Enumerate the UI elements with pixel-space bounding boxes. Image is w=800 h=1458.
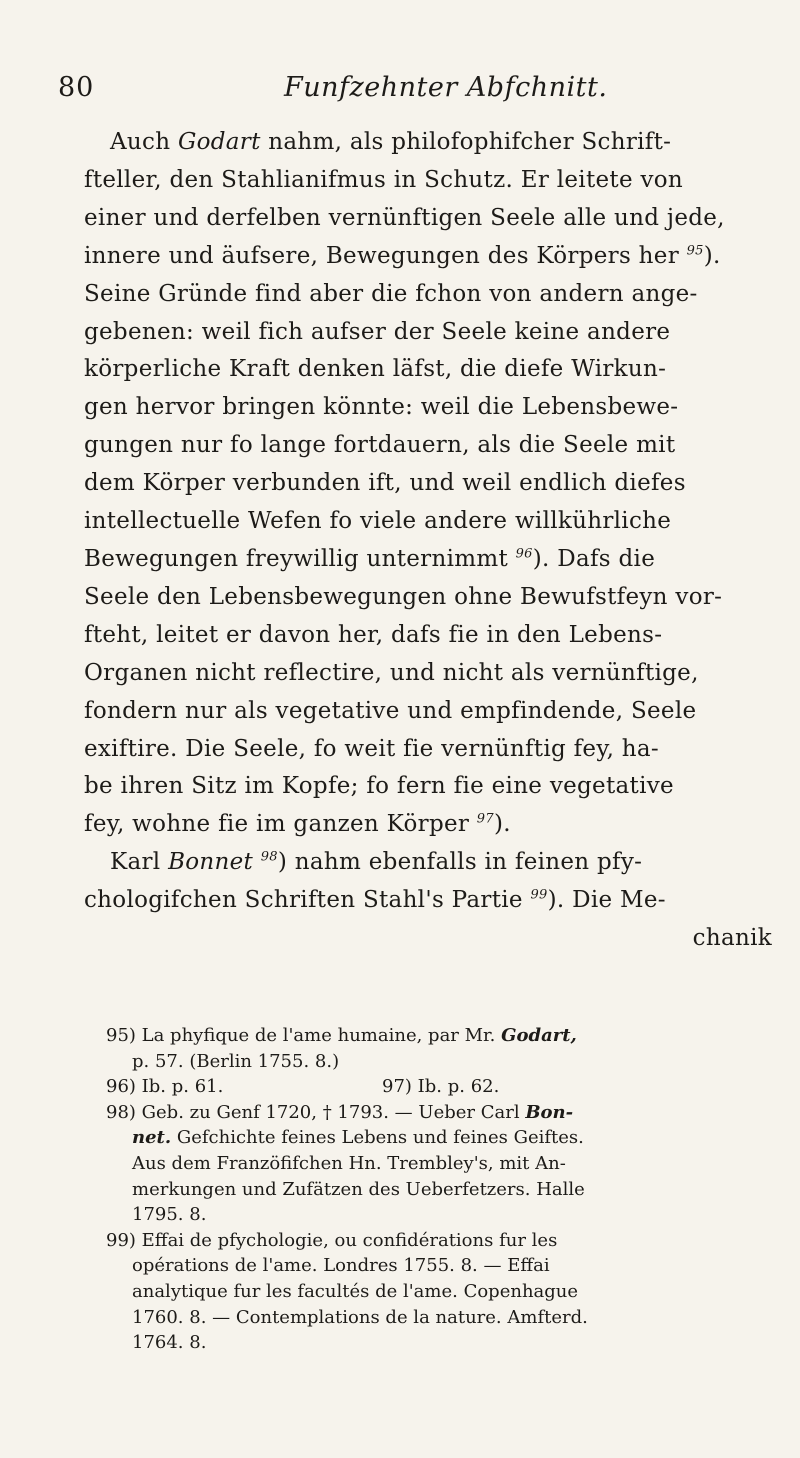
footnote-ref-99: 99: [530, 887, 548, 903]
footnotes-96-97: [106, 1074, 786, 1100]
footnotes: [106, 1023, 786, 1356]
text-line: intellectuelle Wefen fo viele andere willkührliche: [84, 508, 672, 535]
footnote-96: 96) Ib. p. 61.: [106, 1076, 224, 1098]
page-number: 80: [58, 72, 95, 103]
main-text: [84, 124, 772, 958]
text-line: gebenen: weil fich aufser der Seele keine andere: [84, 318, 671, 345]
text-line: be ihren Sitz im Kopfe; fo fern fie eine vegetative: [84, 773, 674, 800]
text-line: Seele den Lebensbewegungen ohne Bewufstfeyn vor-: [84, 583, 723, 610]
footnote-98: 98) Geb. zu Genf 1720, † 1793. — Ueber Carl Bon- net. Gefchichte feines Lebens und feines Geiftes. Aus dem Franzöfifchen Hn. Trembley's, mit An- merkungen und Zufätzen des Ueberfetzers. Halle 1795. 8.: [106, 1101, 585, 1226]
text-line: Organen nicht reflectire, und nicht als vernünftige,: [84, 659, 699, 686]
running-head: Funfzehnter Abfchnitt.: [284, 72, 608, 103]
page-header: [58, 72, 760, 118]
footnote-ref-98: 98: [260, 849, 278, 865]
footnote-95: 95) La phyfique de l'ame humaine, par Mr. Godart, p. 57. (Berlin 1755. 8.): [106, 1025, 577, 1072]
text-line: fteller, den Stahlianifmus in Schutz. Er leitete von: [84, 166, 684, 193]
footnote-97: 97) Ib. p. 62.: [382, 1076, 500, 1098]
text-line: fondern nur als vegetative und empfindende, Seele: [84, 697, 697, 724]
text-line: gen hervor bringen könnte: weil die Lebensbewe-: [84, 394, 679, 421]
footnote-author-bonnet: Bon-: [525, 1101, 574, 1123]
footnote-ref-96: 96: [515, 546, 533, 562]
text-line: fey, wohne fie im ganzen Körper $^{97}$).: [84, 811, 511, 838]
author-name-godart: Godart: [177, 129, 261, 155]
text-line: körperliche Kraft denken läfst, die diefe Wirkun-: [84, 356, 667, 383]
text-line: fteht, leitet er davon her, dafs fie in den Lebens-: [84, 621, 663, 648]
text-line: gungen nur fo lange fortdauern, als die Seele mit: [84, 432, 676, 459]
text-line: exiftire. Die Seele, fo weit fie vernünftig fey, ha-: [84, 735, 660, 762]
text-line: Auch Godart nahm, als philofophifcher Schrift-: [110, 129, 672, 155]
text-line: Karl Bonnet $^{98}$) nahm ebenfalls in feinen pfy-: [110, 849, 643, 876]
text-line: Seine Gründe find aber die fchon von andern ange-: [84, 280, 698, 307]
text-line: innere und äufsere, Bewegungen des Körpers her $^{95}$).: [84, 242, 721, 269]
text-line: einer und derfelben vernünftigen Seele alle und jede,: [84, 204, 725, 231]
author-name-bonnet: Bonnet: [168, 849, 254, 876]
text-line: Bewegungen freywillig unternimmt $^{96}$). Dafs die: [84, 545, 656, 572]
text-line: dem Körper verbunden ift, und weil endlich diefes: [84, 470, 686, 497]
footnote-ref-97: 97: [476, 811, 494, 827]
footnote-99: 99) Effai de pfychologie, ou confidérations fur les opérations de l'ame. Londres 1755. 8. — Effai analytique fur les facultés de l'ame. Copenhague 1760. 8. — Contemplations de la nature. Amfterd. 1764. 8.: [106, 1229, 588, 1354]
text-line: chologifchen Schriften Stahl's Partie $^{99}$). Die Me-: [84, 887, 666, 914]
catchword: chanik: [692, 925, 772, 952]
footnote-author-godart: Godart,: [501, 1025, 577, 1046]
footnote-ref-95: 95: [686, 243, 704, 259]
